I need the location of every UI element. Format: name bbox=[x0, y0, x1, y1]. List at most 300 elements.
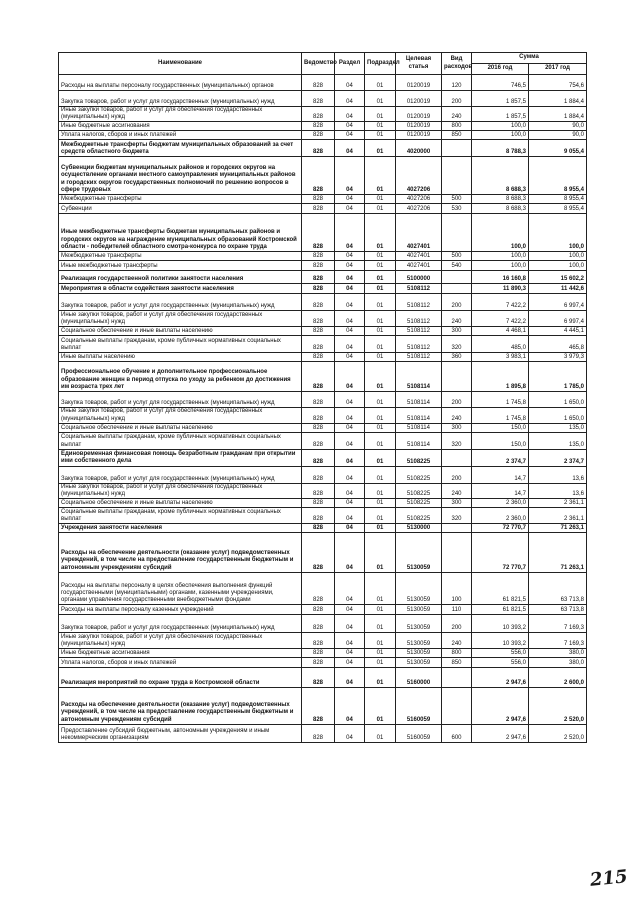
cell-name: Учреждения занятости населения bbox=[59, 524, 302, 533]
cell-department: 828 bbox=[302, 508, 335, 524]
table-row bbox=[59, 423, 587, 432]
cell-department: 828 bbox=[302, 725, 335, 743]
cell-expense-type: 240 bbox=[442, 311, 472, 327]
cell-subsection: 01 bbox=[365, 362, 396, 392]
cell-name: Иные закупки товаров, работ и услуг для обеспечения государственных (муниципальных) нужд bbox=[59, 107, 302, 122]
cell-subsection: 01 bbox=[365, 423, 396, 432]
col-header-target-article: Целевая статья bbox=[396, 53, 442, 75]
cell-name: Субвенции bbox=[59, 204, 302, 214]
cell-department: 828 bbox=[302, 362, 335, 392]
cell-department: 828 bbox=[302, 408, 335, 423]
cell-sum-2017: 2 361,1 bbox=[529, 508, 587, 524]
cell-target-article: 5108114 bbox=[396, 392, 442, 408]
cell-subsection: 01 bbox=[365, 615, 396, 633]
cell-sum-2016: 14,7 bbox=[472, 466, 529, 483]
table-row bbox=[59, 392, 587, 408]
cell-sum-2016: 61 821,5 bbox=[472, 573, 529, 605]
cell-section: 04 bbox=[335, 499, 365, 508]
cell-sum-2016: 1 857,5 bbox=[472, 107, 529, 122]
cell-section: 04 bbox=[335, 668, 365, 688]
cell-subsection: 01 bbox=[365, 107, 396, 122]
cell-sum-2016: 746,5 bbox=[472, 75, 529, 91]
cell-sum-2017: 4 445,1 bbox=[529, 327, 587, 336]
cell-department: 828 bbox=[302, 336, 335, 353]
cell-sum-2016: 72 770,7 bbox=[472, 533, 529, 573]
cell-name: Иные межбюджетные трансферты bbox=[59, 261, 302, 271]
cell-section: 04 bbox=[335, 271, 365, 284]
cell-sum-2017: 380,0 bbox=[529, 649, 587, 658]
cell-subsection: 01 bbox=[365, 508, 396, 524]
cell-expense-type: 850 bbox=[442, 658, 472, 668]
cell-subsection: 01 bbox=[365, 392, 396, 408]
cell-subsection: 01 bbox=[365, 353, 396, 362]
cell-sum-2016: 72 770,7 bbox=[472, 524, 529, 533]
table-row bbox=[59, 214, 587, 252]
cell-target-article: 4027206 bbox=[396, 195, 442, 204]
cell-sum-2016: 10 393,2 bbox=[472, 615, 529, 633]
cell-section: 04 bbox=[335, 688, 365, 725]
table-row bbox=[59, 327, 587, 336]
cell-expense-type bbox=[442, 271, 472, 284]
cell-expense-type: 300 bbox=[442, 327, 472, 336]
cell-subsection: 01 bbox=[365, 122, 396, 131]
cell-target-article: 5108114 bbox=[396, 432, 442, 449]
table-row bbox=[59, 131, 587, 140]
cell-target-article: 5108225 bbox=[396, 449, 442, 466]
cell-sum-2016: 14,7 bbox=[472, 483, 529, 498]
cell-subsection: 01 bbox=[365, 432, 396, 449]
table-row bbox=[59, 573, 587, 605]
cell-target-article: 5130059 bbox=[396, 649, 442, 658]
cell-subsection: 01 bbox=[365, 271, 396, 284]
cell-department: 828 bbox=[302, 284, 335, 294]
cell-target-article: 0120019 bbox=[396, 75, 442, 91]
cell-sum-2016: 100,0 bbox=[472, 261, 529, 271]
cell-expense-type: 600 bbox=[442, 725, 472, 743]
cell-subsection: 01 bbox=[365, 688, 396, 725]
cell-expense-type: 800 bbox=[442, 649, 472, 658]
cell-target-article: 5108225 bbox=[396, 466, 442, 483]
cell-target-article: 5130059 bbox=[396, 658, 442, 668]
cell-expense-type bbox=[442, 140, 472, 157]
cell-target-article: 5108114 bbox=[396, 408, 442, 423]
cell-target-article: 5130059 bbox=[396, 615, 442, 633]
cell-department: 828 bbox=[302, 75, 335, 91]
cell-expense-type: 500 bbox=[442, 195, 472, 204]
cell-department: 828 bbox=[302, 449, 335, 466]
cell-section: 04 bbox=[335, 75, 365, 91]
cell-department: 828 bbox=[302, 466, 335, 483]
cell-name: Закупка товаров, работ и услуг для государственных (муниципальных) нужд bbox=[59, 91, 302, 107]
table-row bbox=[59, 533, 587, 573]
cell-section: 04 bbox=[335, 261, 365, 271]
cell-section: 04 bbox=[335, 122, 365, 131]
cell-target-article: 5130059 bbox=[396, 533, 442, 573]
cell-sum-2016: 100,0 bbox=[472, 122, 529, 131]
cell-sum-2016: 2 360,0 bbox=[472, 508, 529, 524]
cell-section: 04 bbox=[335, 449, 365, 466]
cell-name: Социальные выплаты гражданам, кроме публичных нормативных социальных выплат bbox=[59, 432, 302, 449]
table-row bbox=[59, 140, 587, 157]
cell-subsection: 01 bbox=[365, 649, 396, 658]
cell-expense-type bbox=[442, 157, 472, 195]
cell-subsection: 01 bbox=[365, 336, 396, 353]
cell-subsection: 01 bbox=[365, 157, 396, 195]
cell-subsection: 01 bbox=[365, 725, 396, 743]
table-row bbox=[59, 524, 587, 533]
col-header-department: Ведомство bbox=[302, 53, 335, 75]
cell-subsection: 01 bbox=[365, 573, 396, 605]
cell-sum-2016: 11 890,3 bbox=[472, 284, 529, 294]
cell-sum-2017: 2 600,0 bbox=[529, 668, 587, 688]
cell-expense-type: 320 bbox=[442, 432, 472, 449]
cell-department: 828 bbox=[302, 195, 335, 204]
cell-subsection: 01 bbox=[365, 449, 396, 466]
cell-sum-2016: 1 745,8 bbox=[472, 392, 529, 408]
cell-name: Расходы на выплаты персоналу в целях обеспечения выполнения функций государственными (муниципальными) органами, казенными учреждениями, органами управления государственными внебюджетными фондами bbox=[59, 573, 302, 605]
cell-department: 828 bbox=[302, 633, 335, 649]
cell-sum-2017: 7 169,3 bbox=[529, 633, 587, 649]
table-row bbox=[59, 408, 587, 423]
cell-department: 828 bbox=[302, 533, 335, 573]
cell-target-article: 5108114 bbox=[396, 423, 442, 432]
cell-name: Профессиональное обучение и дополнительное профессиональное образование женщин в период отпуска по уходу за ребенком до достижения им возраста трех лет bbox=[59, 362, 302, 392]
cell-target-article: 4027206 bbox=[396, 157, 442, 195]
cell-department: 828 bbox=[302, 423, 335, 432]
table-row bbox=[59, 204, 587, 214]
cell-name: Уплата налогов, сборов и иных платежей bbox=[59, 131, 302, 140]
cell-target-article: 5130059 bbox=[396, 605, 442, 615]
cell-department: 828 bbox=[302, 204, 335, 214]
cell-department: 828 bbox=[302, 392, 335, 408]
cell-sum-2016: 8 688,3 bbox=[472, 204, 529, 214]
cell-sum-2016: 1 895,8 bbox=[472, 362, 529, 392]
cell-name: Социальное обеспечение и иные выплаты населению bbox=[59, 499, 302, 508]
table-row bbox=[59, 107, 587, 122]
cell-target-article: 5108112 bbox=[396, 311, 442, 327]
cell-target-article: 5108112 bbox=[396, 284, 442, 294]
table-row bbox=[59, 157, 587, 195]
cell-name: Иные закупки товаров, работ и услуг для обеспечения государственных (муниципальных) нужд bbox=[59, 633, 302, 649]
cell-section: 04 bbox=[335, 533, 365, 573]
cell-section: 04 bbox=[335, 284, 365, 294]
table-row bbox=[59, 284, 587, 294]
cell-sum-2017: 7 169,3 bbox=[529, 615, 587, 633]
cell-section: 04 bbox=[335, 725, 365, 743]
cell-expense-type bbox=[442, 533, 472, 573]
table-row bbox=[59, 725, 587, 743]
table-row bbox=[59, 649, 587, 658]
cell-name: Закупка товаров, работ и услуг для государственных (муниципальных) нужд bbox=[59, 392, 302, 408]
cell-name: Иные закупки товаров, работ и услуг для обеспечения государственных (муниципальных) нужд bbox=[59, 408, 302, 423]
cell-section: 04 bbox=[335, 362, 365, 392]
cell-sum-2017: 15 602,2 bbox=[529, 271, 587, 284]
table-row bbox=[59, 658, 587, 668]
cell-section: 04 bbox=[335, 423, 365, 432]
cell-department: 828 bbox=[302, 140, 335, 157]
cell-section: 04 bbox=[335, 408, 365, 423]
cell-name: Социальные выплаты гражданам, кроме публичных нормативных социальных выплат bbox=[59, 336, 302, 353]
cell-sum-2017: 754,6 bbox=[529, 75, 587, 91]
cell-expense-type bbox=[442, 668, 472, 688]
cell-sum-2016: 8 688,3 bbox=[472, 157, 529, 195]
cell-sum-2017: 1 785,0 bbox=[529, 362, 587, 392]
cell-sum-2016: 2 947,6 bbox=[472, 725, 529, 743]
cell-expense-type: 800 bbox=[442, 122, 472, 131]
cell-expense-type: 240 bbox=[442, 633, 472, 649]
cell-sum-2016: 2 947,6 bbox=[472, 668, 529, 688]
cell-department: 828 bbox=[302, 605, 335, 615]
cell-name: Уплата налогов, сборов и иных платежей bbox=[59, 658, 302, 668]
cell-department: 828 bbox=[302, 91, 335, 107]
table-row bbox=[59, 271, 587, 284]
col-header-subsection: Подраздел bbox=[365, 53, 396, 75]
cell-sum-2016: 2 360,0 bbox=[472, 499, 529, 508]
cell-section: 04 bbox=[335, 508, 365, 524]
cell-sum-2017: 9 055,4 bbox=[529, 140, 587, 157]
cell-sum-2016: 100,0 bbox=[472, 252, 529, 261]
cell-sum-2016: 100,0 bbox=[472, 131, 529, 140]
cell-expense-type: 200 bbox=[442, 392, 472, 408]
cell-section: 04 bbox=[335, 573, 365, 605]
table-row bbox=[59, 466, 587, 483]
cell-target-article: 0120019 bbox=[396, 122, 442, 131]
cell-subsection: 01 bbox=[365, 633, 396, 649]
col-header-section: Раздел bbox=[335, 53, 365, 75]
cell-sum-2017: 100,0 bbox=[529, 261, 587, 271]
cell-section: 04 bbox=[335, 91, 365, 107]
cell-section: 04 bbox=[335, 615, 365, 633]
cell-subsection: 01 bbox=[365, 327, 396, 336]
cell-target-article: 4027401 bbox=[396, 261, 442, 271]
cell-target-article: 5108112 bbox=[396, 327, 442, 336]
cell-section: 04 bbox=[335, 294, 365, 311]
cell-sum-2017: 380,0 bbox=[529, 658, 587, 668]
cell-target-article: 5108112 bbox=[396, 353, 442, 362]
cell-name: Расходы на обеспечение деятельности (оказание услуг) подведомственных учреждений, в том числе на предоставление государственным бюджетным и автономным учреждениям субсидий bbox=[59, 688, 302, 725]
table-row bbox=[59, 633, 587, 649]
cell-department: 828 bbox=[302, 157, 335, 195]
table-row bbox=[59, 294, 587, 311]
cell-section: 04 bbox=[335, 483, 365, 498]
cell-section: 04 bbox=[335, 658, 365, 668]
cell-sum-2016: 7 422,2 bbox=[472, 311, 529, 327]
cell-target-article: 5130059 bbox=[396, 573, 442, 605]
cell-subsection: 01 bbox=[365, 140, 396, 157]
cell-department: 828 bbox=[302, 483, 335, 498]
cell-department: 828 bbox=[302, 688, 335, 725]
cell-expense-type: 200 bbox=[442, 294, 472, 311]
cell-sum-2016: 556,0 bbox=[472, 649, 529, 658]
cell-sum-2016: 100,0 bbox=[472, 214, 529, 252]
cell-department: 828 bbox=[302, 327, 335, 336]
table-row bbox=[59, 252, 587, 261]
cell-sum-2016: 150,0 bbox=[472, 432, 529, 449]
col-header-year-2017: 2017 год bbox=[529, 64, 587, 75]
cell-expense-type: 360 bbox=[442, 353, 472, 362]
cell-section: 04 bbox=[335, 432, 365, 449]
page-number: 215 bbox=[589, 866, 629, 891]
cell-department: 828 bbox=[302, 668, 335, 688]
cell-department: 828 bbox=[302, 122, 335, 131]
table-row bbox=[59, 311, 587, 327]
cell-name: Предоставление субсидий бюджетным, автономным учреждениям и иным некоммерческим организациям bbox=[59, 725, 302, 743]
cell-name: Закупка товаров, работ и услуг для государственных (муниципальных) нужд bbox=[59, 615, 302, 633]
cell-expense-type bbox=[442, 214, 472, 252]
cell-sum-2017: 1 884,4 bbox=[529, 91, 587, 107]
cell-section: 04 bbox=[335, 107, 365, 122]
cell-sum-2016: 61 821,5 bbox=[472, 605, 529, 615]
cell-sum-2017: 6 997,4 bbox=[529, 294, 587, 311]
cell-target-article: 5100000 bbox=[396, 271, 442, 284]
table-row bbox=[59, 75, 587, 91]
cell-subsection: 01 bbox=[365, 131, 396, 140]
cell-sum-2017: 2 520,0 bbox=[529, 725, 587, 743]
cell-target-article: 0120019 bbox=[396, 131, 442, 140]
cell-department: 828 bbox=[302, 311, 335, 327]
cell-department: 828 bbox=[302, 649, 335, 658]
cell-sum-2016: 7 422,2 bbox=[472, 294, 529, 311]
table-row bbox=[59, 195, 587, 204]
cell-department: 828 bbox=[302, 294, 335, 311]
cell-target-article: 5108225 bbox=[396, 483, 442, 498]
cell-department: 828 bbox=[302, 131, 335, 140]
cell-sum-2016: 1 857,5 bbox=[472, 91, 529, 107]
cell-name: Расходы на выплаты персоналу государственных (муниципальных) органов bbox=[59, 75, 302, 91]
cell-section: 04 bbox=[335, 311, 365, 327]
cell-subsection: 01 bbox=[365, 605, 396, 615]
cell-sum-2017: 63 713,8 bbox=[529, 605, 587, 615]
cell-sum-2016: 485,0 bbox=[472, 336, 529, 353]
cell-section: 04 bbox=[335, 524, 365, 533]
cell-sum-2017: 2 374,7 bbox=[529, 449, 587, 466]
cell-name: Субвенции бюджетам муниципальных районов и городских округов на осуществление органами местного самоуправления муниципальных районов и городских округов государственных полномочий по решению вопросов в сфере трудовых bbox=[59, 157, 302, 195]
col-header-year-2016: 2016 год bbox=[472, 64, 529, 75]
cell-sum-2017: 1 650,0 bbox=[529, 408, 587, 423]
cell-target-article: 0120019 bbox=[396, 107, 442, 122]
cell-sum-2017: 135,0 bbox=[529, 423, 587, 432]
cell-department: 828 bbox=[302, 432, 335, 449]
cell-name: Иные межбюджетные трансферты бюджетам муниципальных районов и городских округов на награждение муниципальных образований Костромской области - победителей областного смотра-конкурса по охране труда bbox=[59, 214, 302, 252]
cell-sum-2017: 6 997,4 bbox=[529, 311, 587, 327]
cell-expense-type bbox=[442, 524, 472, 533]
cell-expense-type bbox=[442, 284, 472, 294]
cell-expense-type: 200 bbox=[442, 466, 472, 483]
table-row bbox=[59, 353, 587, 362]
cell-target-article: 4027401 bbox=[396, 252, 442, 261]
cell-sum-2017: 2 361,1 bbox=[529, 499, 587, 508]
cell-section: 04 bbox=[335, 157, 365, 195]
cell-department: 828 bbox=[302, 499, 335, 508]
cell-sum-2017: 90,0 bbox=[529, 122, 587, 131]
cell-subsection: 01 bbox=[365, 533, 396, 573]
cell-name: Закупка товаров, работ и услуг для государственных (муниципальных) нужд bbox=[59, 466, 302, 483]
cell-sum-2017: 13,6 bbox=[529, 466, 587, 483]
cell-section: 04 bbox=[335, 392, 365, 408]
cell-name: Социальное обеспечение и иные выплаты населению bbox=[59, 423, 302, 432]
cell-sum-2017: 100,0 bbox=[529, 252, 587, 261]
cell-expense-type: 320 bbox=[442, 336, 472, 353]
cell-expense-type: 200 bbox=[442, 91, 472, 107]
table-row bbox=[59, 668, 587, 688]
cell-subsection: 01 bbox=[365, 214, 396, 252]
col-header-expense-type: Вид расходов bbox=[442, 53, 472, 75]
cell-expense-type bbox=[442, 362, 472, 392]
cell-sum-2016: 4 468,1 bbox=[472, 327, 529, 336]
cell-expense-type: 320 bbox=[442, 508, 472, 524]
cell-target-article: 5108112 bbox=[396, 336, 442, 353]
cell-target-article: 5108225 bbox=[396, 508, 442, 524]
cell-sum-2017: 11 442,6 bbox=[529, 284, 587, 294]
cell-sum-2016: 8 788,3 bbox=[472, 140, 529, 157]
table-row bbox=[59, 688, 587, 725]
cell-section: 04 bbox=[335, 466, 365, 483]
cell-subsection: 01 bbox=[365, 524, 396, 533]
cell-name: Иные закупки товаров, работ и услуг для обеспечения государственных (муниципальных) нужд bbox=[59, 311, 302, 327]
cell-sum-2017: 8 955,4 bbox=[529, 204, 587, 214]
cell-expense-type: 530 bbox=[442, 204, 472, 214]
cell-department: 828 bbox=[302, 252, 335, 261]
cell-expense-type bbox=[442, 449, 472, 466]
cell-sum-2017: 90,0 bbox=[529, 131, 587, 140]
cell-subsection: 01 bbox=[365, 284, 396, 294]
cell-target-article: 5108225 bbox=[396, 499, 442, 508]
cell-sum-2017: 465,8 bbox=[529, 336, 587, 353]
cell-subsection: 01 bbox=[365, 408, 396, 423]
cell-department: 828 bbox=[302, 615, 335, 633]
cell-name: Реализация государственной политики занятости населения bbox=[59, 271, 302, 284]
cell-name: Межбюджетные трансферты bbox=[59, 195, 302, 204]
cell-expense-type: 240 bbox=[442, 483, 472, 498]
table-row bbox=[59, 362, 587, 392]
cell-expense-type: 500 bbox=[442, 252, 472, 261]
cell-target-article: 5108112 bbox=[396, 294, 442, 311]
cell-sum-2017: 100,0 bbox=[529, 214, 587, 252]
cell-section: 04 bbox=[335, 353, 365, 362]
cell-sum-2017: 8 955,4 bbox=[529, 157, 587, 195]
cell-subsection: 01 bbox=[365, 91, 396, 107]
cell-name: Иные бюджетные ассигнования bbox=[59, 649, 302, 658]
col-header-sum: Сумма bbox=[472, 53, 587, 64]
cell-subsection: 01 bbox=[365, 499, 396, 508]
cell-target-article: 5108114 bbox=[396, 362, 442, 392]
cell-name: Реализация мероприятий по охране труда в Костромской области bbox=[59, 668, 302, 688]
cell-target-article: 0120019 bbox=[396, 91, 442, 107]
cell-expense-type bbox=[442, 688, 472, 725]
cell-target-article: 5160059 bbox=[396, 688, 442, 725]
cell-subsection: 01 bbox=[365, 252, 396, 261]
cell-subsection: 01 bbox=[365, 75, 396, 91]
cell-sum-2017: 63 713,8 bbox=[529, 573, 587, 605]
table-row bbox=[59, 261, 587, 271]
cell-sum-2016: 2 947,6 bbox=[472, 688, 529, 725]
cell-expense-type: 200 bbox=[442, 615, 472, 633]
cell-name: Иные бюджетные ассигнования bbox=[59, 122, 302, 131]
cell-section: 04 bbox=[335, 649, 365, 658]
cell-subsection: 01 bbox=[365, 483, 396, 498]
cell-name: Расходы на обеспечение деятельности (оказание услуг) подведомственных учреждений, в том числе на предоставление государственным бюджетным и автономным учреждениям субсидий bbox=[59, 533, 302, 573]
cell-target-article: 5130059 bbox=[396, 633, 442, 649]
cell-target-article: 4020000 bbox=[396, 140, 442, 157]
cell-subsection: 01 bbox=[365, 261, 396, 271]
cell-section: 04 bbox=[335, 131, 365, 140]
cell-name: Социальные выплаты гражданам, кроме публичных нормативных социальных выплат bbox=[59, 508, 302, 524]
table-row bbox=[59, 499, 587, 508]
cell-sum-2017: 135,0 bbox=[529, 432, 587, 449]
cell-name: Межбюджетные трансферты бюджетам муниципальных образований за счет средств областного бюджета bbox=[59, 140, 302, 157]
cell-name: Иные выплаты населению bbox=[59, 353, 302, 362]
cell-expense-type: 110 bbox=[442, 605, 472, 615]
